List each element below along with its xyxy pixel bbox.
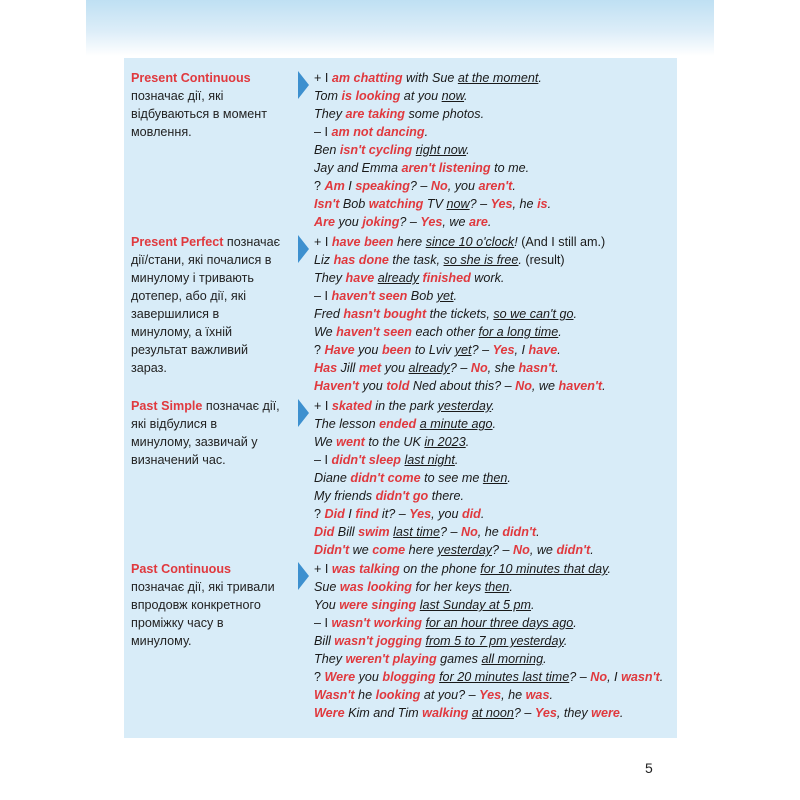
example-sentence [314,123,674,141]
time-expression: for a long time [478,325,559,339]
sentence-text: at you [400,89,442,103]
arrow-marker-icon [298,399,309,427]
example-sentence [314,614,674,632]
example-sentence [314,377,674,395]
sentence-text: TV [423,197,447,211]
sentence-text: , you [431,507,462,521]
time-expression: since 10 o'clock [425,235,515,249]
sentence-text: ! [514,235,522,249]
verb-form-highlight: Haven't [314,379,359,393]
sentence-text: Jay and Emma [314,161,402,175]
sentence-text: My friends [314,489,376,503]
time-expression: all morning [481,652,544,666]
example-sentence [314,578,674,596]
sentence-text: , they [556,706,592,720]
example-sentence [314,560,674,578]
tense-name: Past Continuous [131,562,232,576]
sentence-text: he [354,688,376,702]
sentence-text: . [563,634,568,648]
verb-form-highlight: Didn't [314,543,350,557]
time-expression: yet [436,289,454,303]
sentence-text: Ned about this? – [409,379,516,393]
time-expression: then [482,471,508,485]
tense-description-text: позначає дії, які відбулися в минулому, зазвичай у визначений час. [131,399,280,467]
time-expression: for an hour three days ago [425,616,574,630]
sentence-text: , he [477,525,503,539]
verb-form-highlight: speaking [355,179,410,193]
example-sentence [314,323,674,341]
example-sentence [314,87,674,105]
example-sentence [314,195,674,213]
examples-list [314,233,674,395]
verb-form-highlight: have been [331,235,394,249]
sentence-text: , he [501,688,526,702]
verb-form-highlight: did [461,507,481,521]
sentence-text: each other [411,325,479,339]
header-gradient-band [86,0,714,56]
sentence-text: . [512,179,516,193]
sentence-text: , we [442,215,469,229]
verb-form-highlight: didn't [502,525,537,539]
sentence-text: . [659,670,664,684]
verb-form-highlight: Were [324,670,356,684]
arrow-marker-icon [298,71,309,99]
sentence-text: Jill [337,361,359,375]
sentence-text: (And I still am.) [521,235,606,249]
time-expression: from 5 to 7 pm yesterday [425,634,564,648]
verb-form-highlight: was looking [339,580,412,594]
sentence-text: ? – [409,179,431,193]
sentence-text: ? – [449,361,471,375]
time-expression: now [446,197,470,211]
example-sentence [314,141,674,159]
verb-form-highlight: weren't playing [345,652,437,666]
sentence-text: Bill [314,634,335,648]
sentence-text: . [573,616,577,630]
examples-list [314,560,674,722]
sentence-text: ? [314,343,325,357]
sentence-text: They [314,107,346,121]
example-sentence [314,397,674,415]
sentence-text: work. [470,271,505,285]
example-sentence [314,433,674,451]
verb-form-highlight: Yes [420,215,443,229]
sentence-text: in the park [371,399,438,413]
sentence-text: They [314,271,346,285]
sentence-text: , she [487,361,519,375]
example-sentence [314,704,674,722]
verb-form-highlight: didn't sleep [331,453,401,467]
verb-form-highlight: isn't cycling [339,143,413,157]
sentence-text: Bob [339,197,369,211]
sentence-text: Kim and Tim [344,706,423,720]
verb-form-highlight: been [381,343,412,357]
sentence-text: Bob [407,289,437,303]
sentence-text: (result) [525,253,565,267]
verb-form-highlight: No [470,361,488,375]
time-expression: at noon [471,706,514,720]
sentence-text: for her keys [412,580,485,594]
sentence-text: I [344,179,356,193]
verb-form-highlight: No [515,379,532,393]
sentence-text: to the UK [364,435,425,449]
sentence-text: You [314,598,340,612]
tense-description [131,560,281,650]
verb-form-highlight: Yes [492,343,515,357]
example-sentence [314,469,674,487]
verb-form-highlight: Were [314,706,345,720]
verb-form-highlight: watching [368,197,424,211]
verb-form-highlight: are taking [345,107,405,121]
verb-form-highlight: Yes [409,507,432,521]
verb-form-highlight: am not dancing [331,125,425,139]
verb-form-highlight: swim [358,525,390,539]
sentence-text: , he [512,197,538,211]
verb-form-highlight: No [430,179,448,193]
verb-form-highlight: haven't [558,379,603,393]
verb-form-highlight: Did [324,507,345,521]
sentence-text: , I [607,670,622,684]
sentence-text: Ben [314,143,340,157]
time-expression: for 20 minutes last time [439,670,570,684]
verb-form-highlight: looking [375,688,421,702]
example-sentence [314,541,674,559]
example-sentence [314,287,674,305]
tense-description-text: позначає дії, які відбуваються в момент мовлення. [131,89,267,139]
sentence-text: . [507,471,511,485]
example-sentence [314,177,674,195]
sentence-text: . [543,652,547,666]
verb-form-highlight: Did [314,525,335,539]
verb-form-highlight: joking [362,215,400,229]
example-sentence [314,415,674,433]
sentence-text: to me. [490,161,530,175]
tense-name: Past Simple [131,399,203,413]
example-sentence [314,251,674,269]
tense-description [131,233,281,377]
tense-name: Present Continuous [131,71,251,85]
time-expression: right now [415,143,467,157]
sentence-text: games [436,652,482,666]
example-sentence [314,596,674,614]
time-expression: at the moment [457,71,539,85]
sentence-text: , we [531,379,559,393]
sentence-text: Fred [314,307,344,321]
verb-form-highlight: No [590,670,608,684]
sentence-text: – I [314,125,332,139]
sentence-text: ? [314,179,325,193]
sentence-text: . [491,399,495,413]
sentence-text: . [424,125,429,139]
sentence-text: . [465,435,470,449]
example-sentence [314,487,674,505]
sentence-text: . [464,89,468,103]
verb-form-highlight: Am [324,179,345,193]
sentence-text: with Sue [402,71,458,85]
sentence-text: + I [314,562,332,576]
verb-form-highlight: Yes [490,197,513,211]
example-sentence [314,359,674,377]
sentence-text: you [381,361,409,375]
verb-form-highlight: Yes [534,706,557,720]
sentence-text: . [492,417,497,431]
sentence-text: + I [314,235,332,249]
sentence-text: ? – [471,343,493,357]
example-sentence [314,686,674,704]
sentence-text: ? [314,507,325,521]
sentence-text: you [354,343,382,357]
verb-form-highlight: didn't go [375,489,429,503]
verb-form-highlight: was talking [331,562,400,576]
sentence-text: ? – [469,197,491,211]
verb-form-highlight: Have [324,343,355,357]
sentence-text: , you [447,179,479,193]
verb-form-highlight: wasn't [621,670,660,684]
example-sentence [314,69,674,87]
verb-form-highlight: Has [314,361,338,375]
sentence-text: , I [514,343,529,357]
sentence-text: Sue [314,580,340,594]
sentence-text: I [344,507,356,521]
sentence-text: the task, [388,253,444,267]
time-expression: so we can't go [493,307,574,321]
verb-form-highlight: find [355,507,379,521]
verb-form-highlight: went [336,435,365,449]
sentence-text: here [405,543,438,557]
time-expression: last night [404,453,455,467]
verb-form-highlight: blogging [382,670,436,684]
example-sentence [314,269,674,287]
tense-description-text: позначає дії, які тривали впродовж конкретного проміжку часу в минулому. [131,580,275,648]
sentence-text: ? – [399,215,421,229]
arrow-marker-icon [298,562,309,590]
verb-form-highlight: haven't seen [331,289,408,303]
sentence-text: . [547,197,552,211]
verb-form-highlight: were singing [339,598,417,612]
sentence-text: Tom [314,89,342,103]
tense-description [131,397,281,469]
verb-form-highlight: come [372,543,406,557]
example-sentence [314,159,674,177]
verb-form-highlight: didn't [556,543,591,557]
verb-form-highlight: hasn't [518,361,556,375]
example-sentence [314,668,674,686]
time-expression: yesterday [437,543,493,557]
sentence-text: some photos. [405,107,485,121]
verb-form-highlight: No [513,543,530,557]
time-expression: already [377,271,420,285]
sentence-text: you [355,670,383,684]
sentence-text: . [453,289,458,303]
sentence-text: Bill [334,525,359,539]
time-expression: last Sunday at 5 pm [419,598,532,612]
verb-form-highlight: didn't come [350,471,421,485]
sentence-text: . [590,543,594,557]
verb-form-highlight: hasn't bought [343,307,427,321]
sentence-text: at you? – [420,688,480,702]
sentence-text: We [314,325,337,339]
sentence-text: to Lviv [411,343,455,357]
sentence-text: . [573,307,577,321]
sentence-text: . [536,525,540,539]
verb-form-highlight: walking [422,706,469,720]
sentence-text: ? – [439,525,461,539]
time-expression: a minute ago [419,417,493,431]
example-sentence [314,523,674,541]
time-expression: in 2023 [424,435,466,449]
sentence-text: . [487,215,492,229]
example-sentence [314,451,674,469]
sentence-text: – I [314,289,332,303]
verb-form-highlight: is looking [341,89,401,103]
sentence-text: on the phone [399,562,481,576]
sentence-text: you [335,215,363,229]
verb-form-highlight: Are [314,215,335,229]
sentence-text: ? – [513,706,535,720]
sentence-text: . [538,71,542,85]
sentence-text: The lesson [314,417,380,431]
sentence-text: , we [529,543,557,557]
example-sentence [314,233,674,251]
sentence-text: ? – [492,543,514,557]
sentence-text: . [607,562,611,576]
verb-form-highlight: am chatting [331,71,403,85]
sentence-text: + I [314,71,332,85]
verb-form-highlight: ended [379,417,417,431]
time-expression: so she is free [443,253,519,267]
sentence-text: . [557,343,561,357]
example-sentence [314,213,674,231]
verb-form-highlight: skated [331,399,372,413]
verb-form-highlight: are [468,215,488,229]
verb-form-highlight: have [528,343,558,357]
sentence-text: we [349,543,373,557]
sentence-text: to see me [420,471,483,485]
verb-form-highlight: Yes [479,688,502,702]
sentence-text: + I [314,399,332,413]
example-sentence [314,505,674,523]
sentence-text: – I [314,616,332,630]
verb-form-highlight: met [358,361,382,375]
verb-form-highlight: haven't seen [336,325,412,339]
verb-form-highlight: Wasn't [314,688,355,702]
time-expression: now [441,89,465,103]
time-expression: for 10 minutes that day [480,562,608,576]
example-sentence [314,650,674,668]
sentence-text: Liz [314,253,334,267]
verb-form-highlight: wasn't jogging [334,634,422,648]
arrow-marker-icon [298,235,309,263]
verb-form-highlight: is [537,197,548,211]
verb-form-highlight: aren't listening [401,161,491,175]
sentence-text: They [314,652,346,666]
tense-description [131,69,281,141]
verb-form-highlight: wasn't working [331,616,422,630]
examples-list [314,397,674,559]
verb-form-highlight: finished [422,271,471,285]
time-expression: yesterday [437,399,492,413]
example-sentence [314,305,674,323]
tense-name: Present Perfect [131,235,224,249]
sentence-text: We [314,435,337,449]
time-expression: already [408,361,450,375]
sentence-text: . [509,580,513,594]
time-expression: yet [454,343,472,357]
examples-list [314,69,674,231]
verb-form-highlight: No [461,525,478,539]
sentence-text: it? – [378,507,410,521]
sentence-text: there. [428,489,464,503]
sentence-text: . [480,507,485,521]
sentence-text: . [555,361,559,375]
sentence-text: . [531,598,535,612]
sentence-text: – I [314,453,332,467]
tense-description-text: позначає дії/стани, які почалися в минулому і тривають дотепер, або дії, які завершилися в минулому, а їхній результат важливий зараз. [131,235,281,375]
sentence-text: . [549,688,553,702]
example-sentence [314,341,674,359]
sentence-text: . [558,325,562,339]
verb-form-highlight: told [386,379,410,393]
sentence-text: you [359,379,387,393]
example-sentence [314,105,674,123]
verb-form-highlight: have [345,271,375,285]
time-expression: last time [393,525,440,539]
verb-form-highlight: has done [333,253,389,267]
sentence-text: here [393,235,426,249]
sentence-text: ? [314,670,325,684]
sentence-text: . [454,453,459,467]
verb-form-highlight: were [591,706,620,720]
example-sentence [314,632,674,650]
verb-form-highlight: aren't [478,179,513,193]
sentence-text: . [602,379,606,393]
verb-form-highlight: Isn't [314,197,340,211]
page-number: 5 [645,760,653,776]
sentence-text: ? – [569,670,591,684]
sentence-text: . [518,253,526,267]
time-expression: then [484,580,510,594]
sentence-text: the tickets, [426,307,494,321]
sentence-text: . [466,143,470,157]
sentence-text: Diane [314,471,351,485]
sentence-text: . [619,706,624,720]
verb-form-highlight: was [525,688,550,702]
